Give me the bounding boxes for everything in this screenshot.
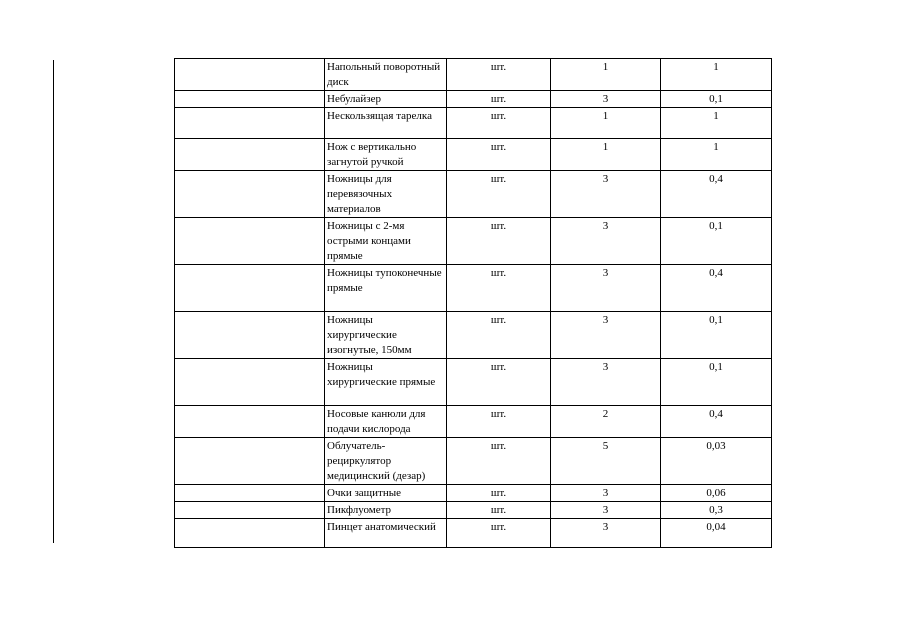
coefficient-cell: 0,4	[661, 406, 772, 438]
coefficient-cell: 0,1	[661, 312, 772, 359]
table-row	[175, 519, 772, 548]
table-row	[175, 502, 772, 519]
quantity-cell: 3	[551, 91, 661, 108]
item-name-cell: Небулайзер	[325, 91, 447, 108]
coefficient-cell: 0,1	[661, 91, 772, 108]
coefficient-cell: 0,03	[661, 438, 772, 485]
unit-cell: шт.	[447, 359, 551, 406]
quantity-cell: 3	[551, 312, 661, 359]
table-row	[175, 359, 772, 406]
item-name-cell: Пикфлуометр	[325, 502, 447, 519]
item-name-cell: Нескользящая тарелка	[325, 108, 447, 139]
quantity-cell: 3	[551, 519, 661, 548]
table-row	[175, 139, 772, 171]
quantity-cell: 3	[551, 359, 661, 406]
table-row	[175, 406, 772, 438]
quantity-cell: 5	[551, 438, 661, 485]
item-name-cell: Ножницы хирургические изогнутые, 150мм	[325, 312, 447, 359]
unit-cell: шт.	[447, 171, 551, 218]
table-row	[175, 171, 772, 218]
unit-cell: шт.	[447, 139, 551, 171]
unit-cell: шт.	[447, 312, 551, 359]
unit-cell: шт.	[447, 91, 551, 108]
unit-cell: шт.	[447, 265, 551, 312]
equipment-table-body	[175, 59, 772, 548]
item-name-cell: Носовые канюли для подачи кислорода	[325, 406, 447, 438]
table-row	[175, 108, 772, 139]
quantity-cell: 1	[551, 108, 661, 139]
table-row	[175, 485, 772, 502]
coefficient-cell: 0,4	[661, 265, 772, 312]
quantity-cell: 3	[551, 218, 661, 265]
item-name-cell: Ножницы для перевязочных материалов	[325, 171, 447, 218]
item-name-cell: Пинцет анатомический	[325, 519, 447, 548]
coefficient-cell: 1	[661, 139, 772, 171]
item-name-cell: Очки защитные	[325, 485, 447, 502]
coefficient-cell: 1	[661, 108, 772, 139]
coefficient-cell: 0,3	[661, 502, 772, 519]
row-number-cell	[175, 312, 325, 359]
item-name-cell: Облучатель-рециркулятор медицинский (дезар)	[325, 438, 447, 485]
item-name-cell: Ножницы хирургические прямые	[325, 359, 447, 406]
quantity-cell: 1	[551, 139, 661, 171]
unit-cell: шт.	[447, 485, 551, 502]
item-name-cell: Нож с вертикально загнутой ручкой	[325, 139, 447, 171]
row-number-cell	[175, 406, 325, 438]
item-name-cell: Ножницы тупоконечные прямые	[325, 265, 447, 312]
unit-cell: шт.	[447, 519, 551, 548]
coefficient-cell: 0,04	[661, 519, 772, 548]
unit-cell: шт.	[447, 59, 551, 91]
table-row	[175, 312, 772, 359]
row-number-cell	[175, 171, 325, 218]
row-number-cell	[175, 502, 325, 519]
row-number-cell	[175, 359, 325, 406]
unit-cell: шт.	[447, 438, 551, 485]
table-row	[175, 265, 772, 312]
row-number-cell	[175, 108, 325, 139]
quantity-cell: 3	[551, 265, 661, 312]
row-number-cell	[175, 519, 325, 548]
item-name-cell: Напольный поворотный диск	[325, 59, 447, 91]
row-number-cell	[175, 485, 325, 502]
unit-cell: шт.	[447, 218, 551, 265]
table-row	[175, 59, 772, 91]
quantity-cell: 3	[551, 171, 661, 218]
table-row	[175, 438, 772, 485]
table-row	[175, 91, 772, 108]
row-number-cell	[175, 265, 325, 312]
row-number-cell	[175, 438, 325, 485]
quantity-cell: 1	[551, 59, 661, 91]
row-number-cell	[175, 218, 325, 265]
quantity-cell: 2	[551, 406, 661, 438]
table-row	[175, 218, 772, 265]
unit-cell: шт.	[447, 502, 551, 519]
coefficient-cell: 0,1	[661, 218, 772, 265]
equipment-table	[174, 58, 772, 548]
coefficient-cell: 0,06	[661, 485, 772, 502]
row-number-cell	[175, 59, 325, 91]
page-margin-line	[53, 60, 54, 543]
coefficient-cell: 0,4	[661, 171, 772, 218]
row-number-cell	[175, 91, 325, 108]
quantity-cell: 3	[551, 502, 661, 519]
unit-cell: шт.	[447, 406, 551, 438]
item-name-cell: Ножницы с 2-мя острыми концами прямые	[325, 218, 447, 265]
coefficient-cell: 1	[661, 59, 772, 91]
row-number-cell	[175, 139, 325, 171]
quantity-cell: 3	[551, 485, 661, 502]
coefficient-cell: 0,1	[661, 359, 772, 406]
unit-cell: шт.	[447, 108, 551, 139]
